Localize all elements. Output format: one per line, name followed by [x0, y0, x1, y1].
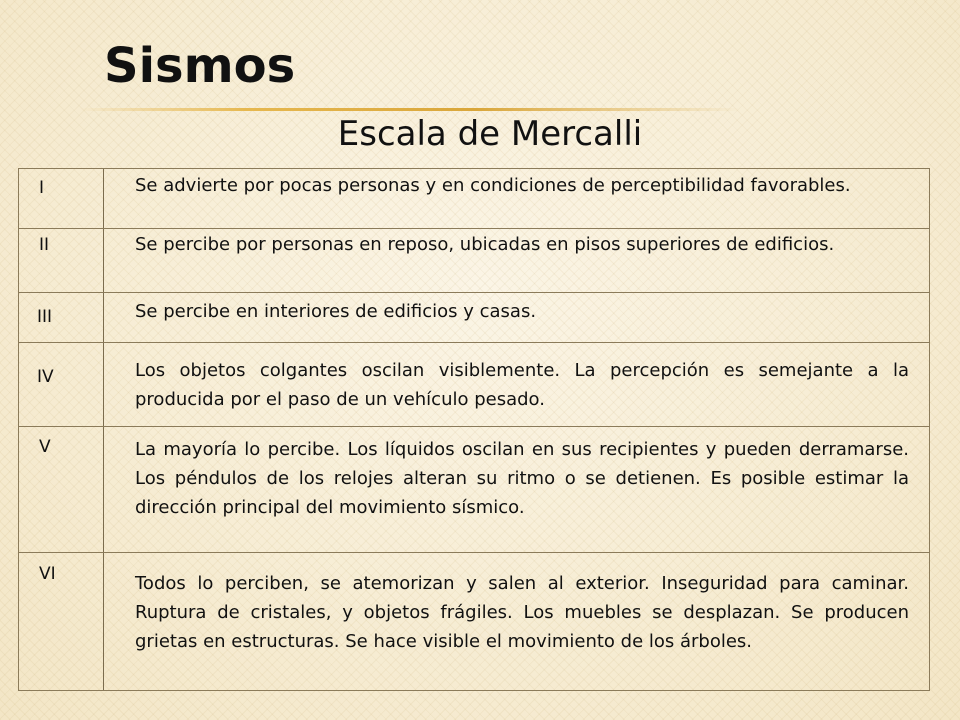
- scale-row-i: [19, 168, 929, 229]
- degree-label: IV: [37, 367, 54, 387]
- degree-label: VI: [39, 564, 56, 584]
- slide-title: Sismos: [104, 38, 296, 94]
- degree-description: La mayoría lo percibe. Los líquidos oscilan en sus recipientes y pueden derramarse. Los péndulos de los relojes alteran su ritmo o se detienen. Es posible estimar la dirección principal del movimiento sísmico.: [135, 439, 909, 518]
- scale-row-iii: [19, 292, 929, 343]
- scale-row-iv: [19, 342, 929, 427]
- degree-description: Se percibe en interiores de edificios y casas.: [135, 301, 537, 322]
- degree-description: Se percibe por personas en reposo, ubicadas en pisos superiores de edificios.: [135, 234, 835, 255]
- degree-label: I: [39, 178, 45, 198]
- degree-label: II: [39, 235, 50, 255]
- scale-row-vi: [19, 552, 929, 691]
- scale-row-ii: [19, 228, 929, 293]
- title-underline: [80, 108, 740, 111]
- scale-row-v: [19, 426, 929, 553]
- degree-description: Todos lo perciben, se atemorizan y salen al exterior. Inseguridad para caminar. Ruptura de cristales, y objetos frágiles. Los muebles se desplazan. Se producen grietas en estructuras. Se hace visible el movimiento de los árboles.: [135, 573, 909, 652]
- slide-subtitle: Escala de Mercalli: [337, 114, 643, 154]
- degree-label: V: [39, 437, 51, 457]
- degree-description: Los objetos colgantes oscilan visiblemente. La percepción es semejante a la producida por el paso de un vehículo pesado.: [135, 360, 909, 410]
- degree-label: III: [37, 307, 53, 327]
- mercalli-scale-table: [18, 168, 930, 691]
- degree-description: Se advierte por pocas personas y en condiciones de perceptibilidad favorables.: [135, 175, 851, 196]
